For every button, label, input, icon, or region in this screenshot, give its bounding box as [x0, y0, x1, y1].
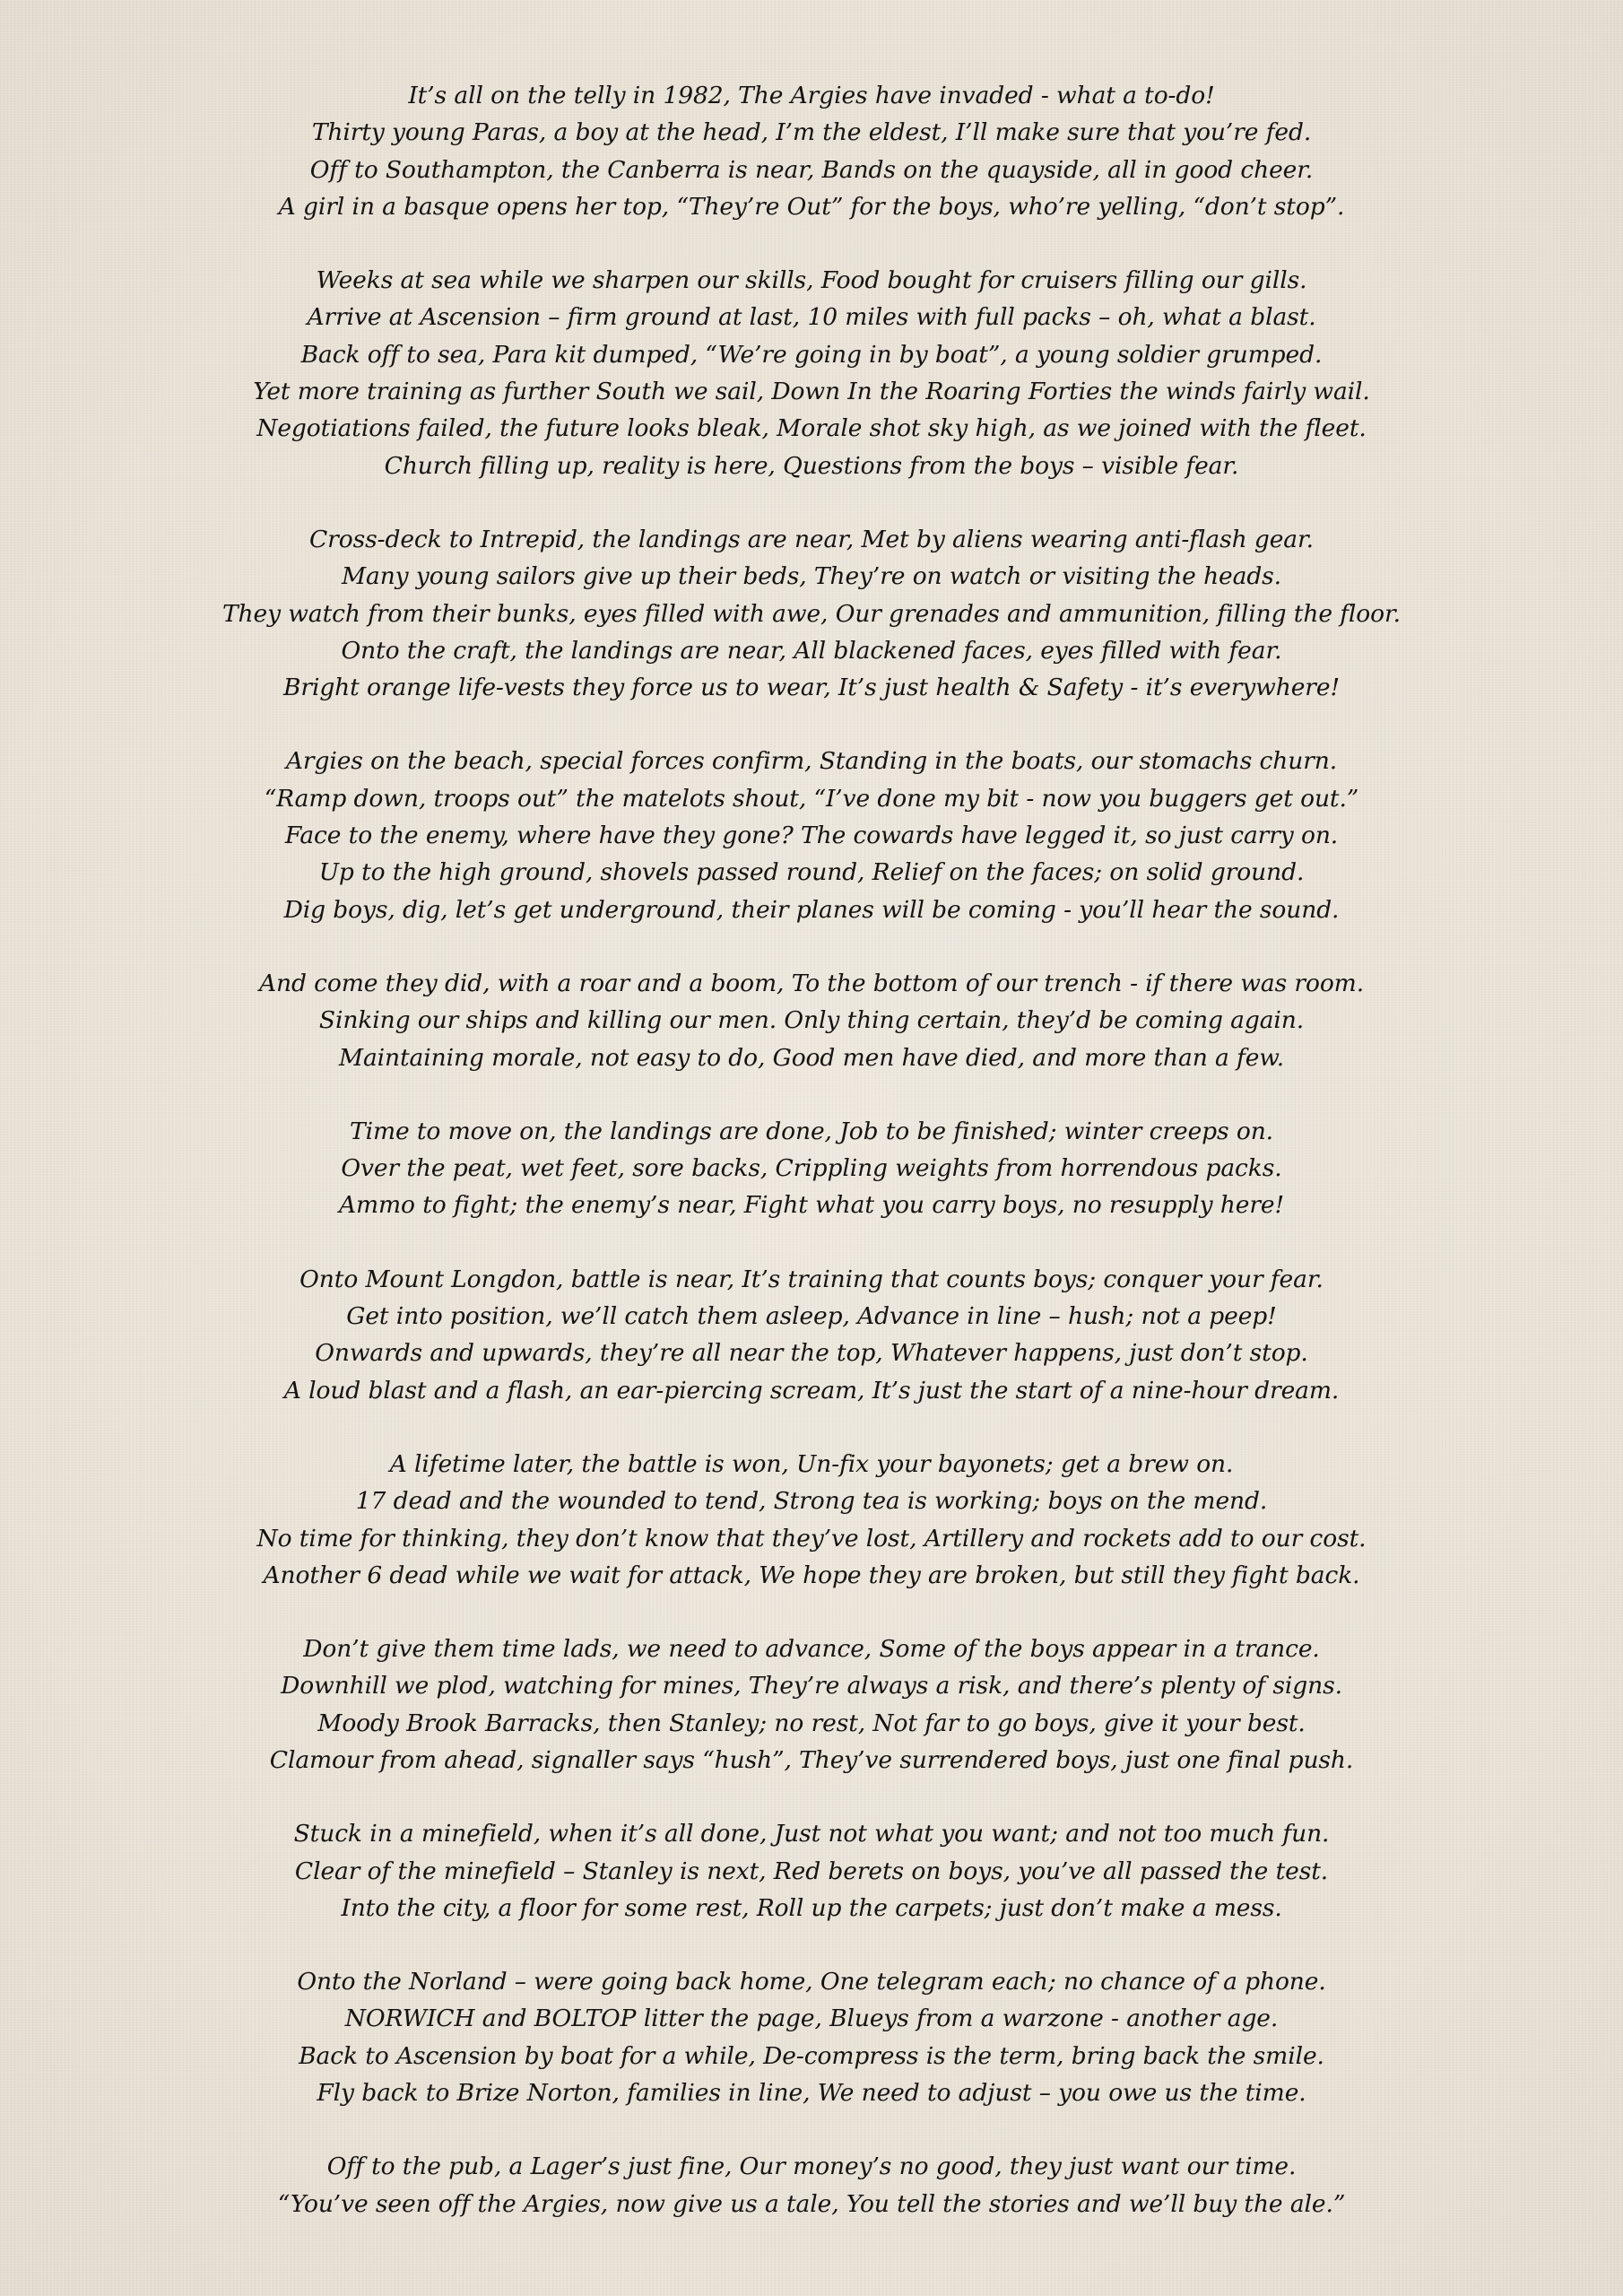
poem-line: Church filling up, reality is here, Questions from the boys – visible fear. [384, 451, 1239, 480]
poem-line: Negotiations failed, the future looks bleak, Morale shot sky high, as we joined with the fleet. [256, 414, 1367, 443]
poem-line: NORWICH and BOLTOP litter the page, Blueys from a warzone - another age. [344, 2005, 1279, 2033]
stanza-9 [0, 1631, 1623, 1779]
poem-line: Stuck in a minefield, when it’s all done, Just not what you want; and not too much fun. [293, 1820, 1330, 1848]
poem-line: Bright orange life-vests they force us to wear, It’s just health & Safety - it’s everywhere! [283, 674, 1340, 702]
poem-line: Many young sailors give up their beds, They’re on watch or visiting the heads. [341, 562, 1282, 591]
poem-line: Arrive at Ascension – firm ground at last, 10 miles with full packs – oh, what a blast. [307, 303, 1316, 332]
poem-line: No time for thinking, they don’t know that they’ve lost, Artillery and rockets add to our cost. [256, 1524, 1367, 1552]
poem-line: Over the peat, wet feet, sore backs, Crippling weights from horrendous packs. [341, 1154, 1282, 1183]
stanza-2 [0, 262, 1623, 484]
poem-line: Clear of the minefield – Stanley is next, Red berets on boys, you’ve all passed the test. [294, 1857, 1329, 1885]
poem-line: Maintaining morale, not easy to do, Good men have died, and more than a few. [338, 1043, 1285, 1072]
poem-line: Onto Mount Longdon, battle is near, It’s training that counts boys; conquer your fear. [299, 1265, 1324, 1293]
poem-line: Time to move on, the landings are done, Job to be finished; winter creeps on. [350, 1117, 1273, 1145]
poem-line: Downhill we plod, watching for mines, They’re always a risk, and there’s plenty of signs. [281, 1672, 1342, 1700]
poem-line: Thirty young Paras, a boy at the head, I’m the eldest, I’ll make sure that you’re fed. [311, 118, 1312, 147]
poem-line: Clamour from ahead, signaller says “hush”, They’ve surrendered boys, just one final push. [269, 1745, 1354, 1774]
stanza-7 [0, 1261, 1623, 1409]
poem-line: Weeks at sea while we sharpen our skills, Food bought for cruisers filling our gills. [316, 266, 1307, 295]
poem-line: Another 6 dead while we wait for attack, We hope they are broken, but still they fight back. [263, 1561, 1360, 1589]
poem-line: “Ramp down, troops out” the matelots shout, “I’ve done my bit - now you buggers get out.” [264, 784, 1359, 813]
stanza-10 [0, 1815, 1623, 1926]
poem-line: Onto the craft, the landings are near, All blackened faces, eyes filled with fear. [341, 636, 1282, 665]
poem-line: Fly back to Brize Norton, families in line, We need to adjust – you owe us the time. [317, 2079, 1306, 2108]
poem-line: Argies on the beach, special forces confirm, Standing in the boats, our stomachs churn. [285, 747, 1338, 776]
poem-line: Onwards and upwards, they’re all near the top, Whatever happens, just don’t stop. [315, 1339, 1308, 1368]
poem-line: They watch from their bunks, eyes filled with awe, Our grenades and ammunition, filling the floor. [221, 599, 1401, 628]
poem-line: Off to the pub, a Lager’s just fine, Our money’s no good, they just want our time. [326, 2152, 1297, 2181]
stanza-11 [0, 1963, 1623, 2111]
poem-line: Into the city, a floor for some rest, Roll up the carpets; just don’t make a mess. [341, 1893, 1282, 1922]
poem-line: And come they did, with a roar and a boom, To the bottom of our trench - if there was room. [258, 969, 1365, 997]
poem-line: Up to the high ground, shovels passed round, Relief on the faces; on solid ground. [318, 858, 1305, 887]
poem-line: Off to Southampton, the Canberra is near, Bands on the quayside, all in good cheer. [309, 155, 1314, 184]
stanza-1 [0, 77, 1623, 225]
poem-line: 17 dead and the wounded to tend, Strong tea is working; boys on the mend. [355, 1487, 1268, 1516]
poem-line: Dig boys, dig, let’s get underground, their planes will be coming - you’ll hear the sound. [283, 895, 1340, 924]
poem-line: A lifetime later, the battle is won, Un-fix your bayonets; get a brew on. [389, 1449, 1234, 1478]
poem-line: Back to Ascension by boat for a while, De-compress is the term, bring back the smile. [299, 2041, 1324, 2070]
poem-line: Ammo to fight; the enemy’s near, Fight what you carry boys, no resupply here! [338, 1191, 1285, 1220]
poem-line: A loud blast and a flash, an ear-piercing scream, It’s just the start of a nine-hour dream. [283, 1376, 1340, 1405]
poem-line: Cross-deck to Intrepid, the landings are near, Met by aliens wearing anti-flash gear. [309, 525, 1314, 553]
stanza-8 [0, 1446, 1623, 1594]
poem-line: Moody Brook Barracks, then Stanley; no rest, Not far to go boys, give it your best. [317, 1709, 1306, 1737]
poem-line: “You’ve seen off the Argies, now give us a tale, You tell the stories and we’ll buy the ale.” [277, 2189, 1346, 2218]
poem-line: It’s all on the telly in 1982, The Argies have invaded - what a to-do! [408, 82, 1215, 109]
stanza-3 [0, 521, 1623, 706]
poem-line: Back off to sea, Para kit dumped, “We’re going in by boat”, a young soldier grumped. [300, 340, 1323, 369]
poem-line: Face to the enemy, where have they gone? The cowards have legged it, so just carry on. [284, 822, 1339, 850]
poem-line: Yet more training as further South we sail, Down In the Roaring Forties the winds fairly wail. [253, 378, 1370, 406]
stanza-5 [0, 965, 1623, 1076]
poem-line: A girl in a basque opens her top, “They’re Out” for the boys, who’re yelling, “don’t stop”. [278, 192, 1345, 221]
poem-line: Onto the Norland – were going back home, One telegram each; no chance of a phone. [297, 1968, 1326, 1996]
poem-line: Get into position, we’ll catch them asleep, Advance in line – hush; not a peep! [346, 1302, 1277, 1331]
poem-line: Sinking our ships and killing our men. Only thing certain, they’d be coming again. [318, 1006, 1305, 1035]
poem-line: Don’t give them time lads, we need to advance, Some of the boys appear in a trance. [303, 1635, 1320, 1664]
stanza-12 [0, 2148, 1623, 2222]
stanza-6 [0, 1113, 1623, 1224]
stanza-4 [0, 743, 1623, 927]
